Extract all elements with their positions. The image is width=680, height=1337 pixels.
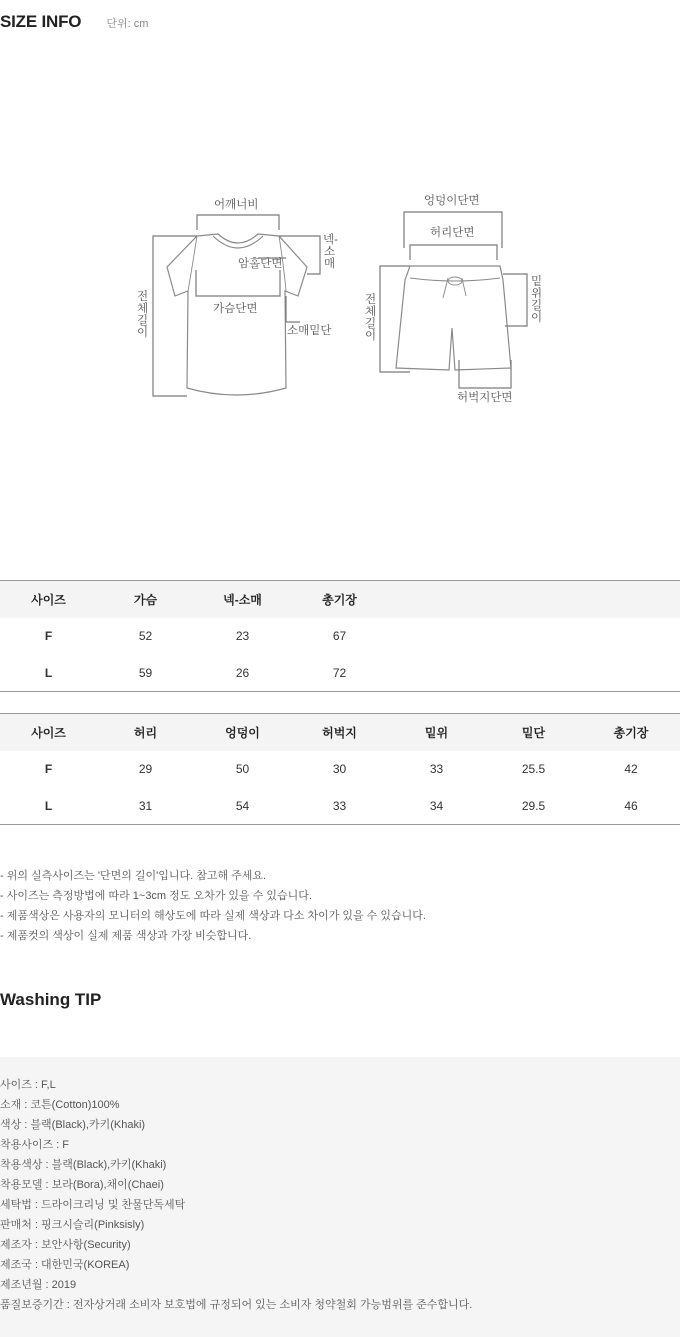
table-cell: 52 bbox=[138, 629, 153, 643]
table-cell: 23 bbox=[235, 629, 250, 643]
note-line: - 위의 실측사이즈는 '단면의 길이'입니다. 참고해 주세요. bbox=[0, 870, 267, 882]
thigh-label: 허벅지단면 bbox=[457, 392, 513, 404]
shorts-waistband bbox=[410, 278, 500, 281]
table-cell: 29.5 bbox=[521, 798, 546, 813]
product-info-box bbox=[0, 1057, 680, 1337]
column-header: 가슴 bbox=[133, 592, 158, 607]
thigh-measure bbox=[459, 360, 511, 388]
size-notes bbox=[0, 866, 426, 946]
column-header: 총기장 bbox=[322, 592, 357, 607]
table-header-row bbox=[0, 581, 680, 618]
shoulder-measure bbox=[197, 215, 279, 230]
table-cell: 59 bbox=[138, 665, 153, 680]
info-line: 제조국 : 대한민국(KOREA) bbox=[0, 1259, 130, 1271]
table-row bbox=[0, 788, 680, 825]
info-line: 착용색상 : 블랙(Black),카키(Khaki) bbox=[0, 1159, 167, 1171]
size-info-title: SIZE INFO bbox=[0, 12, 82, 31]
table-cell: 25.5 bbox=[521, 762, 546, 776]
empty-cell bbox=[388, 618, 680, 655]
total-length-measure-top bbox=[153, 236, 197, 396]
column-header: 총기장 bbox=[613, 725, 649, 740]
total-length-measure-bottom bbox=[380, 266, 410, 372]
table-header-row bbox=[0, 714, 680, 751]
note-line: - 사이즈는 측정방법에 따라 1~3cm 정도 오차가 있을 수 있습니다. bbox=[0, 890, 312, 902]
info-line: 색상 : 블랙(Black),카키(Khaki) bbox=[0, 1119, 146, 1131]
column-header: 밑단 bbox=[521, 725, 546, 740]
size-info-header bbox=[0, 12, 148, 36]
shoulder-label: 어깨너비 bbox=[214, 199, 259, 211]
info-line: 사이즈 : F,L bbox=[0, 1079, 56, 1091]
table-row bbox=[0, 618, 680, 655]
table-cell: 50 bbox=[235, 762, 250, 776]
washing-tip-title: Washing TIP bbox=[0, 990, 102, 1009]
bottom-size-table bbox=[0, 713, 680, 825]
shorts-outline bbox=[396, 266, 511, 370]
info-line: 착용모델 : 보라(Bora),채이(Chaei) bbox=[0, 1179, 164, 1191]
table-cell: 33 bbox=[429, 762, 444, 776]
table-cell: 54 bbox=[235, 798, 250, 813]
column-header: 엉덩이 bbox=[225, 725, 260, 740]
hip-label: 엉덩이단면 bbox=[424, 195, 480, 207]
bottom-total-length-label: 전체길이 bbox=[364, 294, 377, 342]
chest-label: 가슴단면 bbox=[213, 303, 258, 315]
info-line: 소재 : 코튼(Cotton)100% bbox=[0, 1099, 120, 1111]
neck-sleeve-measure bbox=[279, 236, 320, 274]
info-line: 착용사이즈 : F bbox=[0, 1139, 70, 1151]
neck-sleeve-label: 넥-소매 bbox=[323, 234, 338, 270]
table-cell: 29 bbox=[138, 762, 153, 776]
note-line: - 제품컷의 색상이 실제 제품 색상과 가장 비슷합니다. bbox=[0, 930, 252, 942]
info-line: 제조년월 : 2019 bbox=[0, 1279, 77, 1291]
info-line: 제조자 : 보안사항(Security) bbox=[0, 1239, 131, 1251]
table-cell: 34 bbox=[429, 798, 444, 813]
measurement-diagram-svg bbox=[0, 190, 680, 420]
column-header: 넥-소매 bbox=[223, 592, 262, 607]
size-cell: F bbox=[44, 762, 53, 776]
table-row bbox=[0, 655, 680, 692]
table-cell: 67 bbox=[332, 629, 347, 643]
note-line: - 제품색상은 사용자의 모니터의 해상도에 따라 실제 색상과 다소 차이가 있을 수 있습니다. bbox=[0, 910, 426, 922]
column-header: 사이즈 bbox=[31, 725, 66, 740]
table-cell: 26 bbox=[235, 665, 250, 680]
info-line: 세탁법 : 드라이크리닝 및 찬물단독세탁 bbox=[0, 1199, 186, 1211]
empty-cell bbox=[388, 655, 680, 692]
size-cell: F bbox=[44, 629, 53, 643]
waist-measure bbox=[410, 245, 497, 260]
column-header: 허벅지 bbox=[322, 725, 357, 740]
info-line: 판매처 : 핑크시슬리(Pinksisly) bbox=[0, 1219, 145, 1231]
armhole-label: 암홀단면 bbox=[238, 258, 283, 270]
table-cell: 46 bbox=[624, 798, 638, 813]
size-cell: L bbox=[44, 665, 53, 680]
table-cell: 72 bbox=[332, 665, 347, 680]
table-cell: 33 bbox=[332, 798, 347, 813]
rise-label: 밑위길이 bbox=[530, 276, 543, 324]
column-header: 사이즈 bbox=[31, 592, 66, 607]
waist-label: 허리단면 bbox=[430, 227, 475, 239]
sleeve-hem-label: 소매밑단 bbox=[287, 325, 332, 337]
info-line: 품질보증기간 : 전자상거래 소비자 보호법에 규정되어 있는 소비자 청약철회 가능범위를 준수합니다. bbox=[0, 1299, 473, 1311]
sleeve-hem-measure bbox=[286, 296, 300, 322]
table-cell: 42 bbox=[624, 762, 638, 776]
tshirt-collar bbox=[213, 236, 263, 248]
table-row bbox=[0, 751, 680, 788]
measurement-diagram bbox=[0, 190, 680, 420]
column-header: 밑위 bbox=[424, 725, 449, 740]
empty-header bbox=[388, 581, 680, 618]
table-cell: 31 bbox=[138, 798, 153, 813]
top-size-table bbox=[0, 580, 680, 692]
top-total-length-label: 전체길이 bbox=[136, 291, 149, 339]
unit-label: 단위: cm bbox=[106, 18, 149, 30]
chest-measure bbox=[196, 270, 280, 296]
size-cell: L bbox=[44, 798, 53, 813]
column-header: 허리 bbox=[133, 725, 158, 740]
table-cell: 30 bbox=[332, 762, 347, 776]
